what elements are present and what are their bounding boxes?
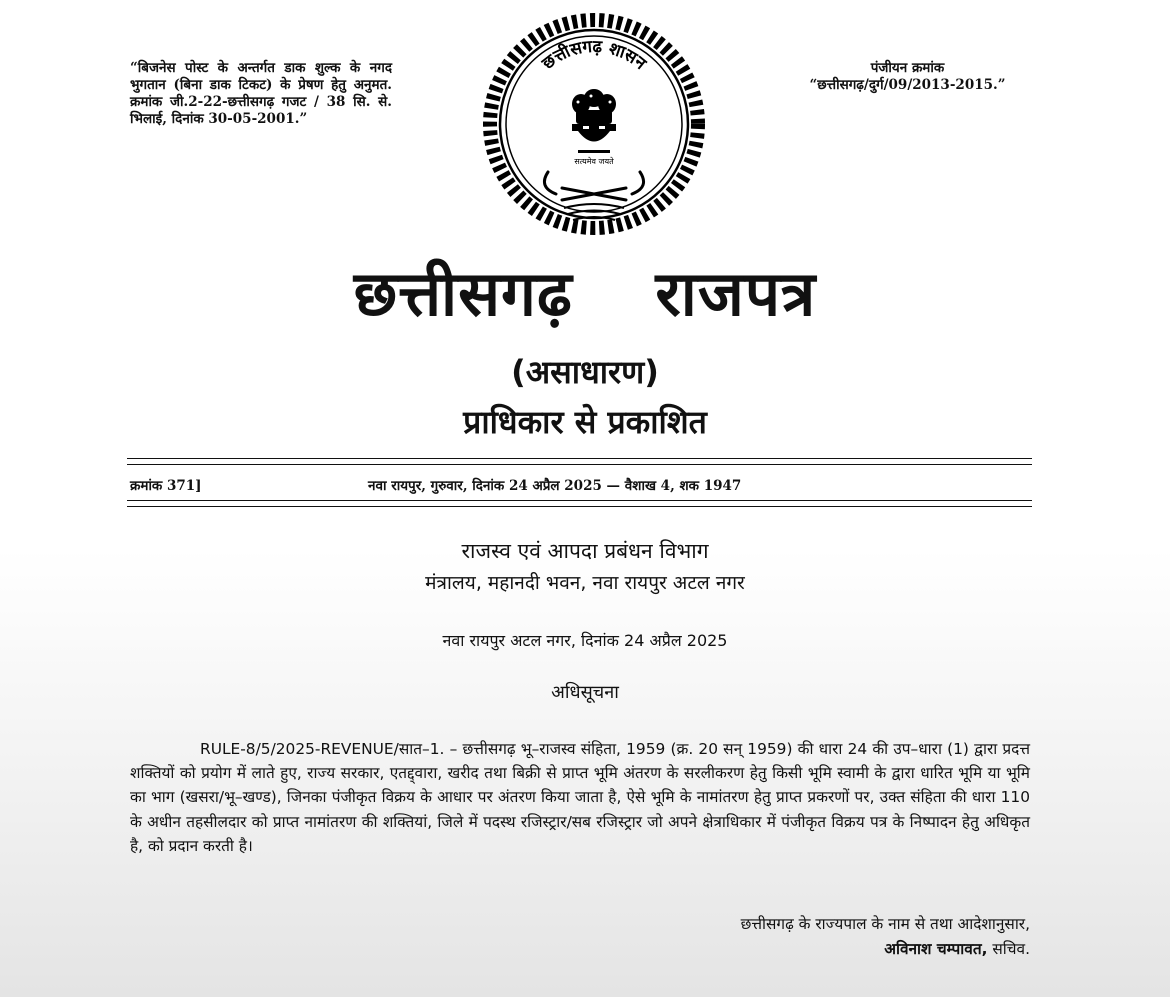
postal-permission-note: “बिजनेस पोस्ट के अन्तर्गत डाक शुल्क के नगद भुगतान (बिना डाक टिकट) के प्रेषण हेतु अनुमत. क्रमांक जी.2-22-छत्तीसगढ़ गजट / 38 सि. से. भिलाई, दिनांक 30-05-2001.” (130, 60, 392, 127)
issue-date-line: नवा रायपुर, गुरुवार, दिनांक 24 अप्रैल 2025 — वैशाख 4, शक 1947 (368, 478, 742, 494)
registration-block (780, 60, 1035, 94)
published-by-authority: प्राधिकार से प्रकाशित (463, 403, 707, 441)
seal-motto: सत्यमेव जयते (574, 157, 614, 166)
signatory-name: अविनाश चम्पावत, (884, 940, 988, 958)
department-address: मंत्रालय, महानदी भवन, नवा रायपुर अटल नगर (425, 572, 745, 594)
gazette-title: छत्तीसगढ़ राजपत्र (353, 257, 817, 330)
registration-number: “छत्तीसगढ़/दुर्ग/09/2013-2015.” (809, 77, 1006, 93)
notice-heading: अधिसूचना (551, 682, 619, 703)
notice-date: नवा रायपुर अटल नगर, दिनांक 24 अप्रैल 2025 (442, 631, 728, 650)
registration-label: पंजीयन क्रमांक (870, 60, 945, 76)
top-rule-1 (127, 458, 1032, 459)
gazette-subtitle: (असाधारण) (511, 353, 659, 391)
signatory (884, 938, 1030, 959)
emblem-seal-graphic (478, 12, 710, 240)
signatory-authority-line: छत्तीसगढ़ के राज्यपाल के नाम से तथा आदेशानुसार, (740, 915, 1030, 933)
state-emblem-seal (478, 12, 710, 240)
bottom-rule-1 (127, 500, 1032, 501)
issue-number: क्रमांक 371] (130, 478, 202, 494)
signatory-designation: सचिव. (992, 940, 1030, 958)
seal-arc-text: छत्तीसगढ़ शासन (538, 36, 650, 74)
bottom-rule-2 (127, 506, 1032, 507)
notice-body: RULE-8/5/2025-REVENUE/सात–1. – छत्तीसगढ़ भू–राजस्व संहिता, 1959 (क्र. 20 सन् 1959) की धारा 24 की उप–धारा (1) द्वारा प्रदत्त शक्तियों को प्रयोग में लाते हुए, राज्य सरकार, एतद्द्वारा, खरीद तथा बिक्री से प्राप्त भूमि अंतरण के सरलीकरण हेतु किसी भूमि स्वामी के द्वारा धारित भूमि या भूमि का भाग (खसरा/भू–खण्ड), जिनका पंजीकृत विक्रय के आधार पर अंतरण किया जाता है, ऐसे भूमि के नामांतरण हेतु प्राप्त प्रकरणों पर, उक्त संहिता की धारा 110 के अधीन तहसीलदार को प्राप्त नामांतरण की शक्तियां, जिले में पदस्थ रजिस्ट्रार/सब रजिस्ट्रार जो अपने क्षेत्राधिकार में पंजीकृत विक्रय पत्र के निष्पादन हेतु अधिकृत है, को प्रदान करती है। (130, 740, 1030, 855)
top-rule-2 (127, 464, 1032, 465)
department-name: राजस्व एवं आपदा प्रबंधन विभाग (461, 539, 709, 563)
